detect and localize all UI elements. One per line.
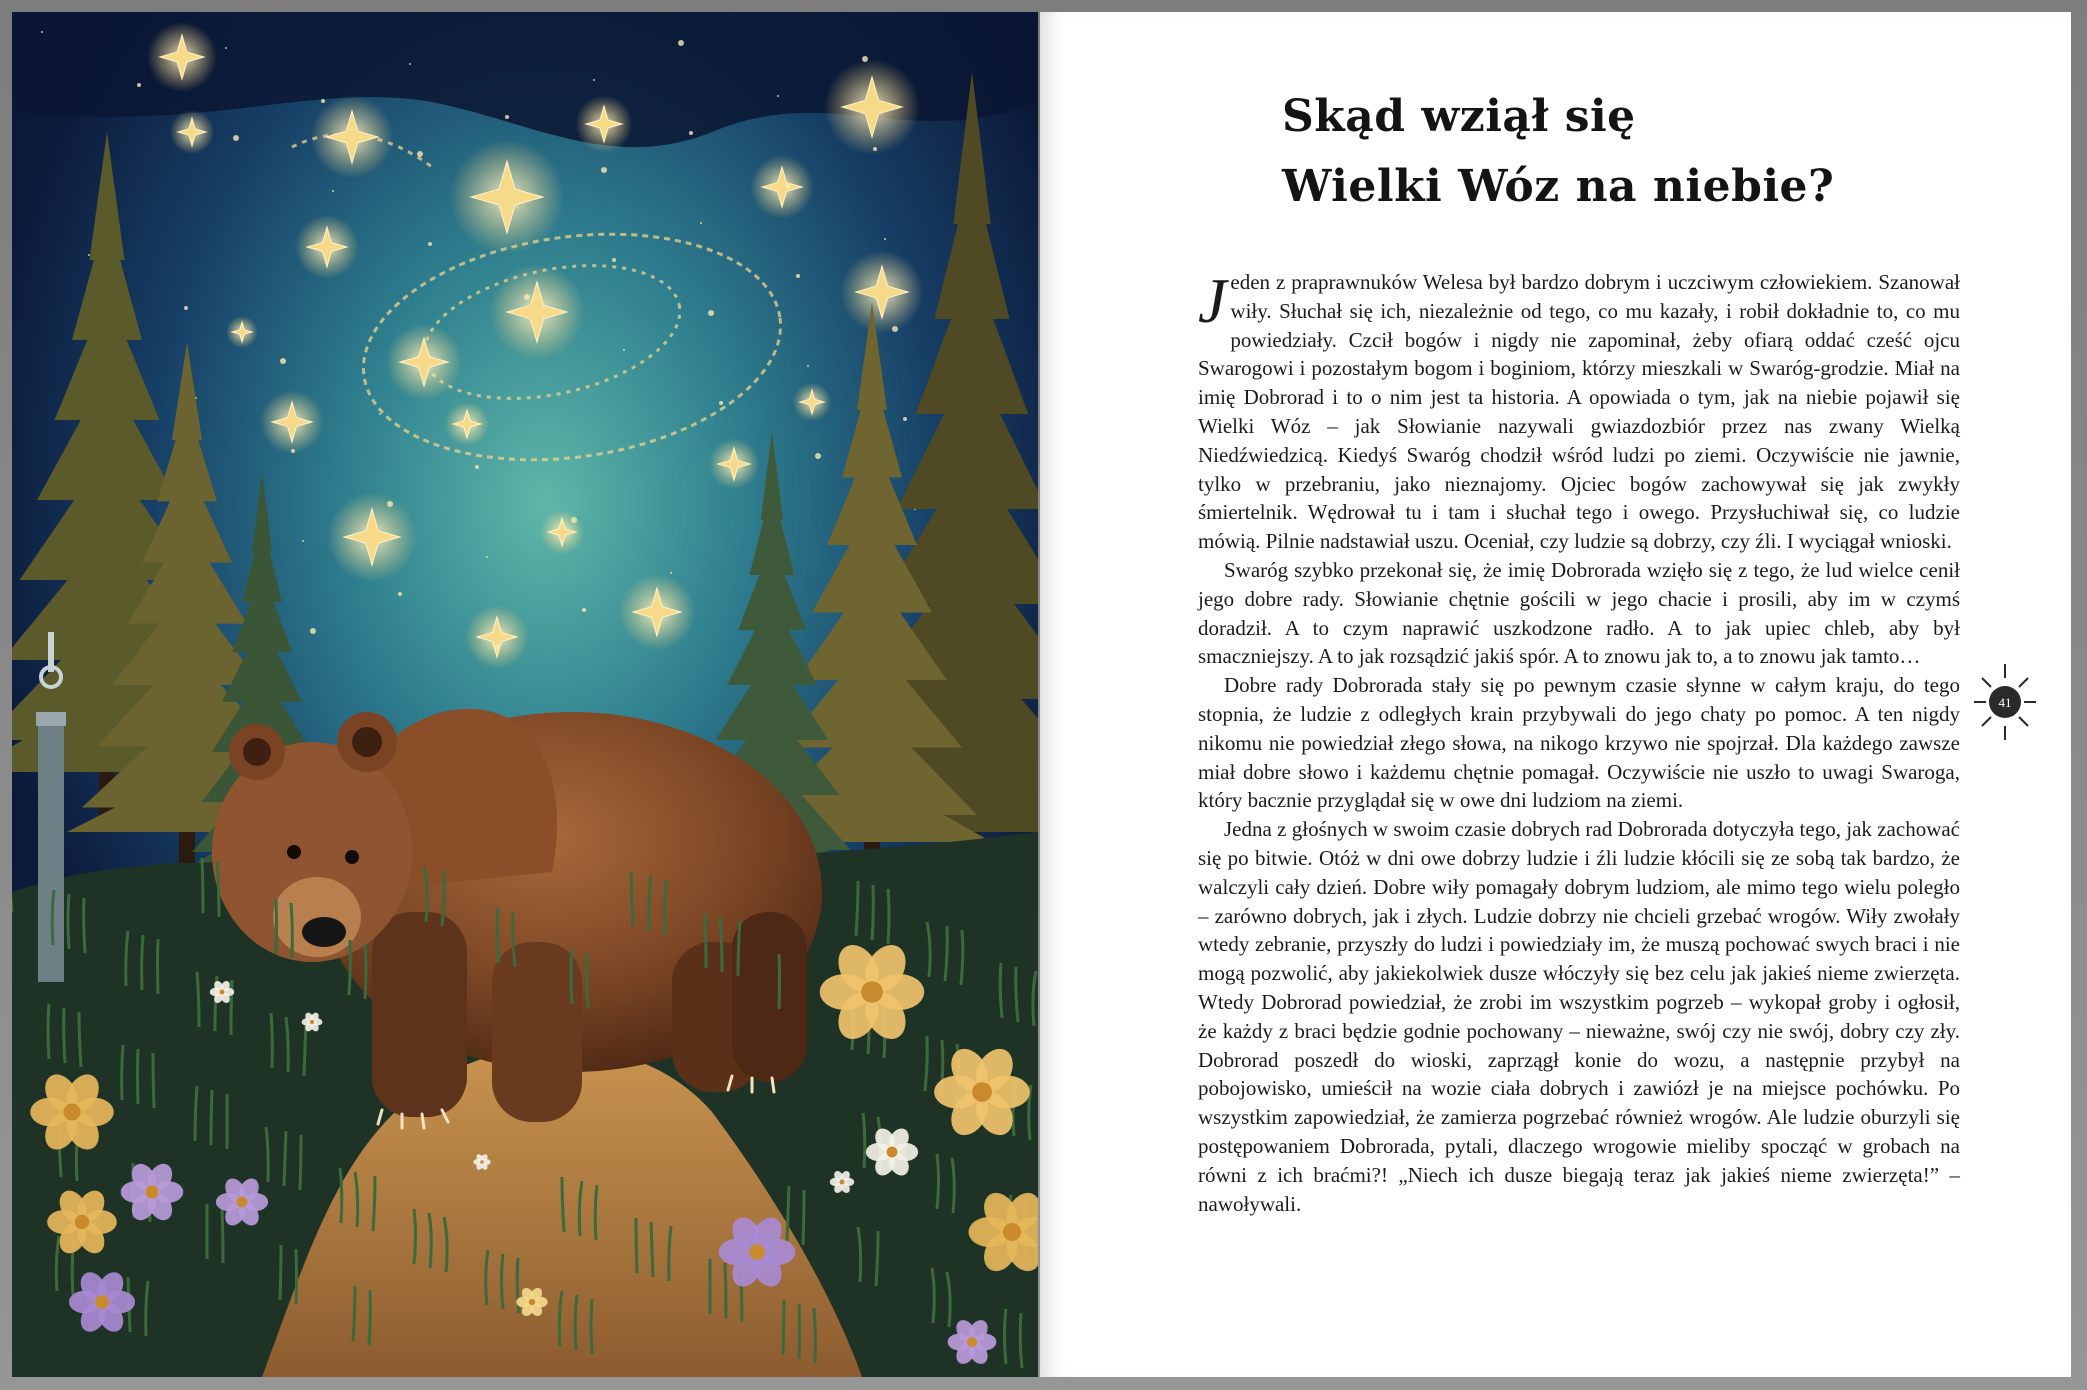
grass-blade xyxy=(787,1186,789,1241)
flower-center xyxy=(861,981,883,1003)
small-star xyxy=(302,540,304,542)
paragraph-1 xyxy=(1198,265,1960,556)
grass-blade xyxy=(414,1209,416,1264)
small-star xyxy=(225,47,227,49)
grass-blade xyxy=(365,944,366,999)
grass-blade xyxy=(803,1190,804,1245)
flower-center xyxy=(95,1295,109,1309)
small-star xyxy=(785,183,791,189)
small-star xyxy=(321,99,325,103)
grass-blade xyxy=(961,930,963,985)
flower-center xyxy=(967,1337,977,1347)
flower-center xyxy=(839,1179,844,1184)
grass-blade xyxy=(231,980,232,1035)
grass-blade xyxy=(153,1053,154,1108)
title-line-1: Skąd wziął się xyxy=(1282,91,1636,142)
grass-blade xyxy=(591,1299,592,1354)
grass-blade xyxy=(122,1045,123,1100)
grass-blade xyxy=(276,899,277,954)
grass-blade xyxy=(595,1185,597,1240)
grass-blade xyxy=(863,1113,865,1168)
grass-blade xyxy=(1020,1313,1022,1368)
small-star xyxy=(796,274,800,278)
small-star xyxy=(233,135,239,141)
grass-blade xyxy=(158,939,159,994)
story-body xyxy=(1198,265,1960,1218)
grass-blade xyxy=(1000,963,1002,1018)
grass-blade xyxy=(211,1090,212,1145)
grass-blade xyxy=(202,858,203,913)
grass-blade xyxy=(296,1249,297,1304)
grass-blade xyxy=(705,913,706,968)
flower-center xyxy=(1003,1223,1021,1241)
page-number: 41 xyxy=(1998,695,2012,710)
grass-blade xyxy=(48,1004,49,1059)
drop-cap: J xyxy=(1198,265,1227,336)
small-star xyxy=(571,517,577,523)
flower-center xyxy=(972,1082,992,1102)
grass-blade xyxy=(783,1300,784,1355)
grass-blade xyxy=(937,1154,939,1209)
small-star xyxy=(505,115,509,119)
grass-blade xyxy=(349,940,350,995)
paragraph-3: Dobre rady Dobrorada stały się po pewnym czasie słynne w całym kraju, do tego stopnia, że ludzie z odległych krain przybywali do jego chaty po pomoc. A ten nigdy nikomu nie powiedział złego słowa, na nikogo krzywo nie spojrzał. Dla każdego zawsze miał dobre słowo i każdemu chętnie pomagał. Oczywiście nie uszło to uwagi Swaroga, który bacznie przyglądał się w owe dni ludziom na ziemi. xyxy=(1198,673,1960,813)
small-star xyxy=(184,306,188,310)
grass-blade xyxy=(64,1008,65,1063)
small-star xyxy=(719,401,723,405)
grass-blade xyxy=(888,889,889,944)
small-star xyxy=(398,592,402,596)
text-page xyxy=(1040,12,2071,1377)
flower-center xyxy=(219,989,224,994)
small-star xyxy=(387,501,393,507)
illustration-page xyxy=(12,12,1038,1377)
grass-blade xyxy=(631,872,633,927)
grass-blade xyxy=(84,898,85,953)
small-star xyxy=(700,222,702,224)
small-star xyxy=(623,349,625,351)
paragraph-4: Jedna z głośnych w swoim czasie dobrych rad Dobrorada dotyczyła tego, jak zachować się po bitwie. Otóż w dni owe dobrzy ludzie i źli ludzie kłócili się ze sobą tak bardzo, że walczyli cały dzień. Dobre wiły pomagały dobrym ludziom, ale mimo tego wielu poległo – zarówno dobrych, jak i złych. Ludzie dobrzy nie chcieli grzebać wrogów. Wiły zwołały wtedy zebranie, przyszły do ludzi i powiedziały im, że muszą pochować swych braci i nie mogą pozwolić, aby jakiekolwiek dusze włóczyły się bez celu jak jakieś nieme zwierzęta. Wtedy Dobrorad powiedział, że zrobi im wszystkim pogrzeb – wykopał groby i ogłosił, że każdy z braci będzie godnie pochowany – nieważne, swój czy nie swój, dobry czy zły. Dobrorad poszedł do wioski, zaprzągł konie do wozu, a następnie przybył na pobojowisko, umieścił na wozie ciała dobrych i zawiózł je na miejsce pochówku. Po wszystkim zapowiedział, że zamierza pogrzebać również wrogów. Ale ludzie oburzyli się postępowaniem Dobrorada, pytali, dlaczego wrogowie mieliby spocząć w grobach na równi z ich braćmi?! „Niech ich dusze biegają teraz jak jakieś nieme zwierzęta!” – nawoływali. xyxy=(1198,817,1960,1216)
small-star xyxy=(332,190,334,192)
grass-blade xyxy=(369,1290,370,1345)
flower-center xyxy=(529,1299,535,1305)
flower-center xyxy=(887,1147,898,1158)
small-star xyxy=(310,628,316,634)
small-star xyxy=(862,56,868,62)
small-star xyxy=(379,413,381,415)
grass-blade xyxy=(300,1135,301,1190)
small-star xyxy=(409,63,411,65)
grass-blade xyxy=(142,935,143,990)
flower-center xyxy=(310,1020,314,1024)
small-star xyxy=(428,242,432,246)
grass-blade xyxy=(222,1208,223,1263)
grass-blade xyxy=(665,880,666,935)
grass-blade xyxy=(571,949,572,1004)
grass-blade xyxy=(779,954,780,1009)
grass-blade xyxy=(799,1304,800,1359)
small-star xyxy=(516,206,518,208)
grass-blade xyxy=(280,1245,281,1300)
sun-ornament-icon xyxy=(1970,660,2040,744)
grass-blade xyxy=(52,890,54,945)
grass-blade xyxy=(340,1168,342,1223)
bear-illustration xyxy=(12,12,1038,1377)
grass-blade xyxy=(814,1308,815,1363)
grass-blade xyxy=(497,908,499,963)
flower-center xyxy=(146,1186,159,1199)
small-star xyxy=(486,556,488,558)
grass-blade xyxy=(291,903,292,958)
small-star xyxy=(41,31,43,33)
grass-blade xyxy=(725,1263,726,1318)
small-star xyxy=(280,358,286,364)
flower-center xyxy=(63,1103,80,1120)
small-star xyxy=(884,238,886,240)
flower-center xyxy=(480,1160,484,1164)
small-star xyxy=(137,83,141,87)
grass-blade xyxy=(872,885,873,940)
small-star xyxy=(777,95,779,97)
grass-blade xyxy=(138,1049,139,1104)
title-line-2: Wielki Wóz na niebie? xyxy=(1282,161,1835,212)
small-star xyxy=(88,254,90,256)
grass-blade xyxy=(502,1254,504,1309)
small-star xyxy=(582,608,586,612)
flower-center xyxy=(75,1215,89,1229)
grass-blade xyxy=(575,1295,577,1350)
small-star xyxy=(892,326,898,332)
small-star xyxy=(807,365,809,367)
grass-blade xyxy=(636,1218,637,1273)
small-star xyxy=(291,449,295,453)
grass-blade xyxy=(587,953,588,1008)
paragraph-1-text: eden z praprawnuków Welesa był bardzo dobrym i uczciwym człowiekiem. Szanował wiły. Słuchał się ich, niezależnie od tego, co mu kazały, i robił dokładnie to, co mu powiedziały. Czcił bogów i nigdy nie zapominał, żeby ofiarą oddać cześć ojcu Swarogowi i pozostałym bogom i boginiom, którzy mieszkali w Swaróg-grodzie. Miał na imię Dobrorad i to o nim jest ta historia. A opowiada o tym, jak na niebie pojawił się Wielki Wóz – jak Słowianie nazywali gwiazdozbiór przez nas zwany Wielką Niedźwiedzicą. Kiedyś Swaróg chodził wśród ludzi po ziemi. Oczywiście nie jawnie, tylko w przebraniu, jako nieznajomy. Ojciec bogów zachowywał się jak zwykły śmiertelnik. Wędrował tu i tam i słuchał tego i owego. Przysłuchiwał się, co ludzie mówią. Pilnie nadstawiał uszu. Oceniał, czy ludzie są dobrzy, czy źli. I wyciągał wnioski. xyxy=(1198,270,1960,554)
flower-center xyxy=(749,1244,765,1260)
small-star xyxy=(873,147,877,151)
small-star xyxy=(689,131,693,135)
small-star xyxy=(417,151,423,157)
small-star xyxy=(475,465,479,469)
chapter-title xyxy=(1282,82,1982,222)
small-star xyxy=(903,417,907,421)
small-star xyxy=(670,572,672,574)
paragraph-2: Swaróg szybko przekonał się, że imię Dobrorada wzięło się z tego, że lud wielce cenił jego dobre rady. Słowianie chętnie gościli w jego chacie i prosili, aby im w czymś doradził. A to czym naprawić uszkodzone radło. A to jak upiec chleb, aby był smaczniejszy. A to jak rozsądzić jakiś spór. A to znowu jak to, a to znowu jak tamto… xyxy=(1198,557,1960,669)
flower-center xyxy=(237,1197,248,1208)
grass-blade xyxy=(68,894,69,949)
small-star xyxy=(612,258,616,262)
grass-blade xyxy=(284,1131,286,1186)
small-star xyxy=(524,294,530,300)
small-star xyxy=(593,79,595,81)
grass-blade xyxy=(651,1222,653,1277)
small-star xyxy=(494,644,500,650)
small-star xyxy=(708,310,714,316)
small-star xyxy=(601,167,607,173)
small-star xyxy=(815,453,821,459)
small-star xyxy=(678,40,684,46)
grass-blade xyxy=(1005,1309,1007,1364)
grass-blade xyxy=(271,1013,272,1068)
